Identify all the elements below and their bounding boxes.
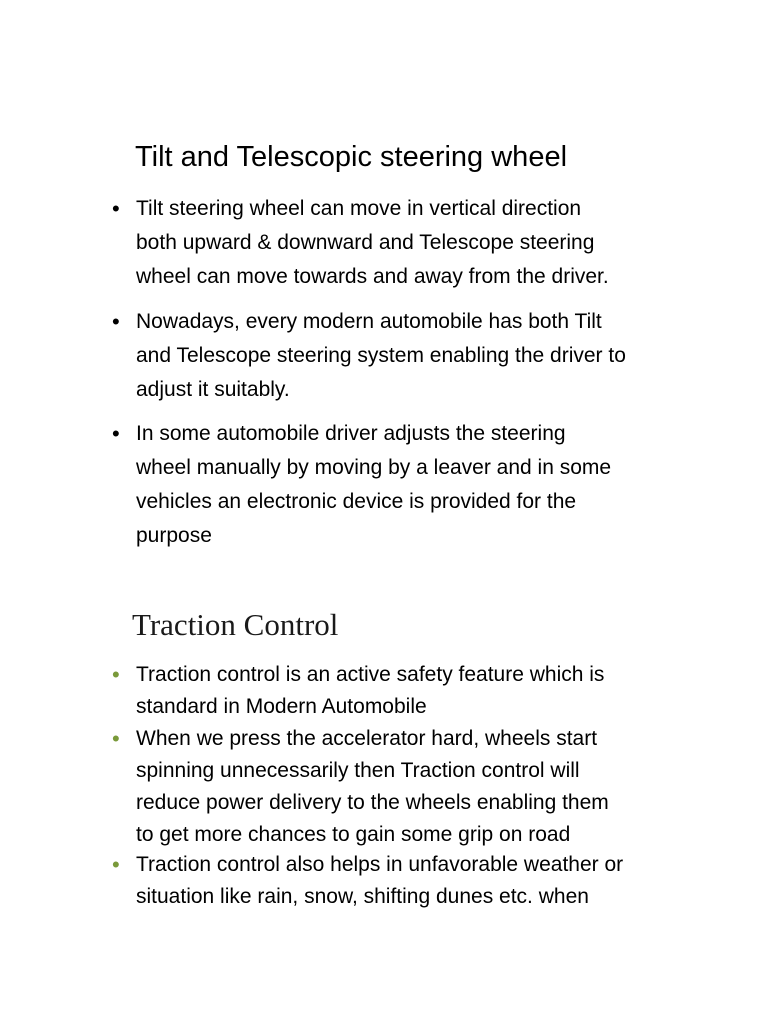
list-item-text (136, 849, 696, 913)
text-line: standard in Modern Automobile (136, 695, 427, 718)
bullet-icon: • (112, 726, 120, 751)
section-title-steering: Tilt and Telescopic steering wheel (135, 141, 568, 173)
bullet-icon: • (112, 196, 120, 221)
text-line: vehicles an electronic device is provided for the (136, 490, 577, 513)
bullet-icon: • (112, 852, 120, 877)
section-title-traction: Traction Control (132, 607, 339, 642)
text-line: Tilt steering wheel can move in vertical direction (136, 197, 582, 220)
list-item-text (136, 417, 696, 553)
list-item-text (136, 723, 696, 851)
text-line: reduce power delivery to the wheels enabling them (136, 791, 609, 814)
text-line: wheel can move towards and away from the driver. (136, 265, 609, 288)
list-item-text (136, 305, 696, 407)
text-line: adjust it suitably. (136, 378, 290, 401)
text-line: and Telescope steering system enabling the driver to (136, 344, 626, 367)
text-line: purpose (136, 524, 212, 547)
text-line: Nowadays, every modern automobile has both Tilt (136, 310, 602, 333)
text-line: Traction control is an active safety feature which is (136, 663, 605, 686)
list-item-text (136, 659, 696, 723)
text-line: When we press the accelerator hard, wheels start (136, 727, 598, 750)
text-line: In some automobile driver adjusts the steering (136, 422, 566, 445)
text-line: situation like rain, snow, shifting dunes etc. when (136, 885, 589, 908)
text-line: both upward & downward and Telescope steering (136, 231, 595, 254)
text-line: to get more chances to gain some grip on road (136, 823, 571, 846)
list-item-text (136, 192, 696, 294)
bullet-icon: • (112, 421, 120, 446)
text-line: wheel manually by moving by a leaver and in some (136, 456, 612, 479)
bullet-icon: • (112, 309, 120, 334)
text-line: Traction control also helps in unfavorable weather or (136, 853, 624, 876)
bullet-icon: • (112, 662, 120, 687)
text-line: spinning unnecessarily then Traction control will (136, 759, 580, 782)
